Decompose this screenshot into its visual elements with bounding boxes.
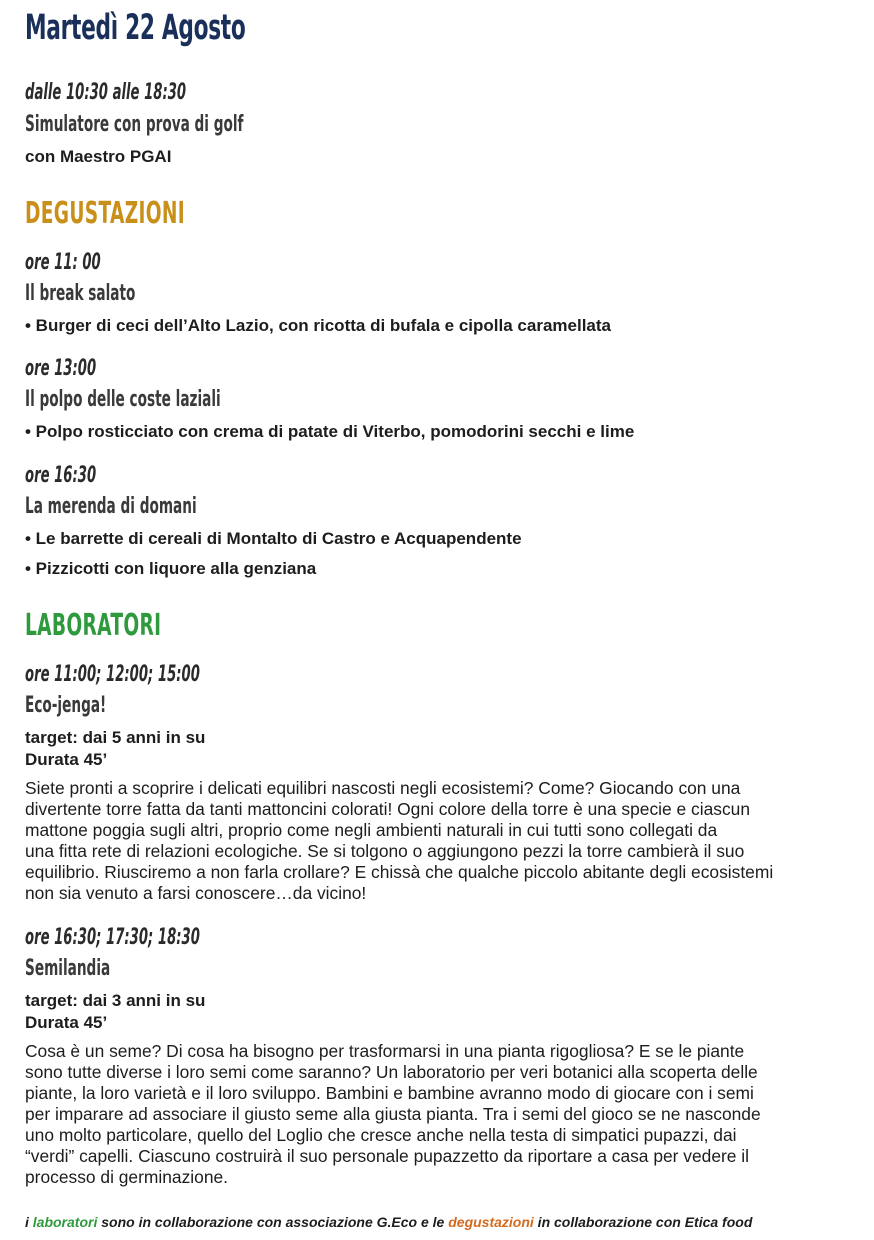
laboratorio-2-duration: Durata 45’ <box>25 1013 108 1032</box>
description-line: divertente torre fatta da tanti mattoncini colorati! Ogni colore della torre è una specie e ciascun <box>25 799 751 819</box>
degustazioni-heading: DEGUSTAZIONI <box>25 196 185 231</box>
page-title: Martedì 22 Agosto <box>25 8 246 48</box>
laboratorio-2-time: ore 16:30; 17:30; 18:30 <box>25 925 200 950</box>
laboratori-heading: LABORATORI <box>25 608 162 643</box>
degustazione-3-bullet-2: • Pizzicotti con liquore alla genziana <box>25 559 317 578</box>
laboratorio-2-name: Semilandia <box>25 956 111 981</box>
footer-text: i <box>25 1214 33 1230</box>
footer-text: in collaborazione con Etica food <box>533 1214 753 1230</box>
laboratorio-1-description <box>25 778 855 904</box>
golf-event-name: Simulatore con prova di golf <box>25 112 244 137</box>
degustazione-2-name: Il polpo delle coste laziali <box>25 387 221 412</box>
description-line: “verdi” capelli. Ciascuno costruirà il suo personale pupazzetto da riportare a casa per vedere il <box>25 1146 750 1166</box>
description-line: equilibrio. Riusciremo a non farla crollare? E chissà che qualche piccolo abitante degli ecosistemi <box>25 862 774 882</box>
degustazione-2-bullet-1: • Polpo rosticciato con crema di patate di Viterbo, pomodorini secchi e lime <box>25 422 635 441</box>
degustazione-3-time: ore 16:30 <box>25 463 97 488</box>
description-line: Cosa è un seme? Di cosa ha bisogno per trasformarsi in una pianta rigogliosa? E se le piante <box>25 1041 745 1061</box>
laboratorio-1-duration: Durata 45’ <box>25 750 108 769</box>
description-line: sono tutte diverse i loro semi come saranno? Un laboratorio per veri botanici alla scoperta delle <box>25 1062 758 1082</box>
description-line: mattone poggia sugli altri, proprio come negli ambienti naturali in cui tutti sono collegati da <box>25 820 718 840</box>
laboratorio-2-description <box>25 1041 855 1188</box>
laboratorio-1-target: target: dai 5 anni in su <box>25 728 206 747</box>
description-line: per imparare ad associare il giusto seme alla giusta pianta. Tra i semi del gioco se ne nasconde <box>25 1104 761 1124</box>
degustazione-2-time: ore 13:00 <box>25 356 97 381</box>
description-line: non sia venuto a farsi conoscere…da vicino! <box>25 883 367 903</box>
footer-text: sono in collaborazione con associazione G.Eco e le <box>97 1214 449 1230</box>
description-line: una fitta rete di relazioni ecologiche. Se si tolgono o aggiungono pezzi la torre cambierà il suo <box>25 841 745 861</box>
laboratorio-1-time: ore 11:00; 12:00; 15:00 <box>25 662 200 687</box>
golf-time: dalle 10:30 alle 18:30 <box>25 80 187 105</box>
footer-degustazioni: degustazioni <box>448 1214 534 1230</box>
degustazione-3-bullet-1: • Le barrette di cereali di Montalto di Castro e Acquapendente <box>25 529 522 548</box>
degustazione-1-bullet-1: • Burger di ceci dell’Alto Lazio, con ricotta di bufala e cipolla caramellata <box>25 316 611 335</box>
description-line: Siete pronti a scoprire i delicati equilibri nascosti negli ecosistemi? Come? Giocando con una <box>25 778 741 798</box>
laboratorio-1-name: Eco-jenga! <box>25 693 107 718</box>
degustazione-1-time: ore 11: 00 <box>25 250 101 275</box>
degustazione-1-name: Il break salato <box>25 281 136 306</box>
laboratorio-2-target: target: dai 3 anni in su <box>25 991 206 1010</box>
description-line: piante, la loro varietà e il loro sviluppo. Bambini e bambine avranno modo di giocare con i semi <box>25 1083 754 1103</box>
description-line: processo di germinazione. <box>25 1167 228 1187</box>
description-line: uno molto particolare, quello del Loglio che cresce anche nella testa di simpatici pupazzi, dai <box>25 1125 737 1145</box>
golf-instructor: con Maestro PGAI <box>25 147 172 166</box>
degustazione-3-name: La merenda di domani <box>25 494 197 519</box>
footer-note <box>25 1214 752 1230</box>
footer-laboratori: laboratori <box>32 1214 98 1230</box>
